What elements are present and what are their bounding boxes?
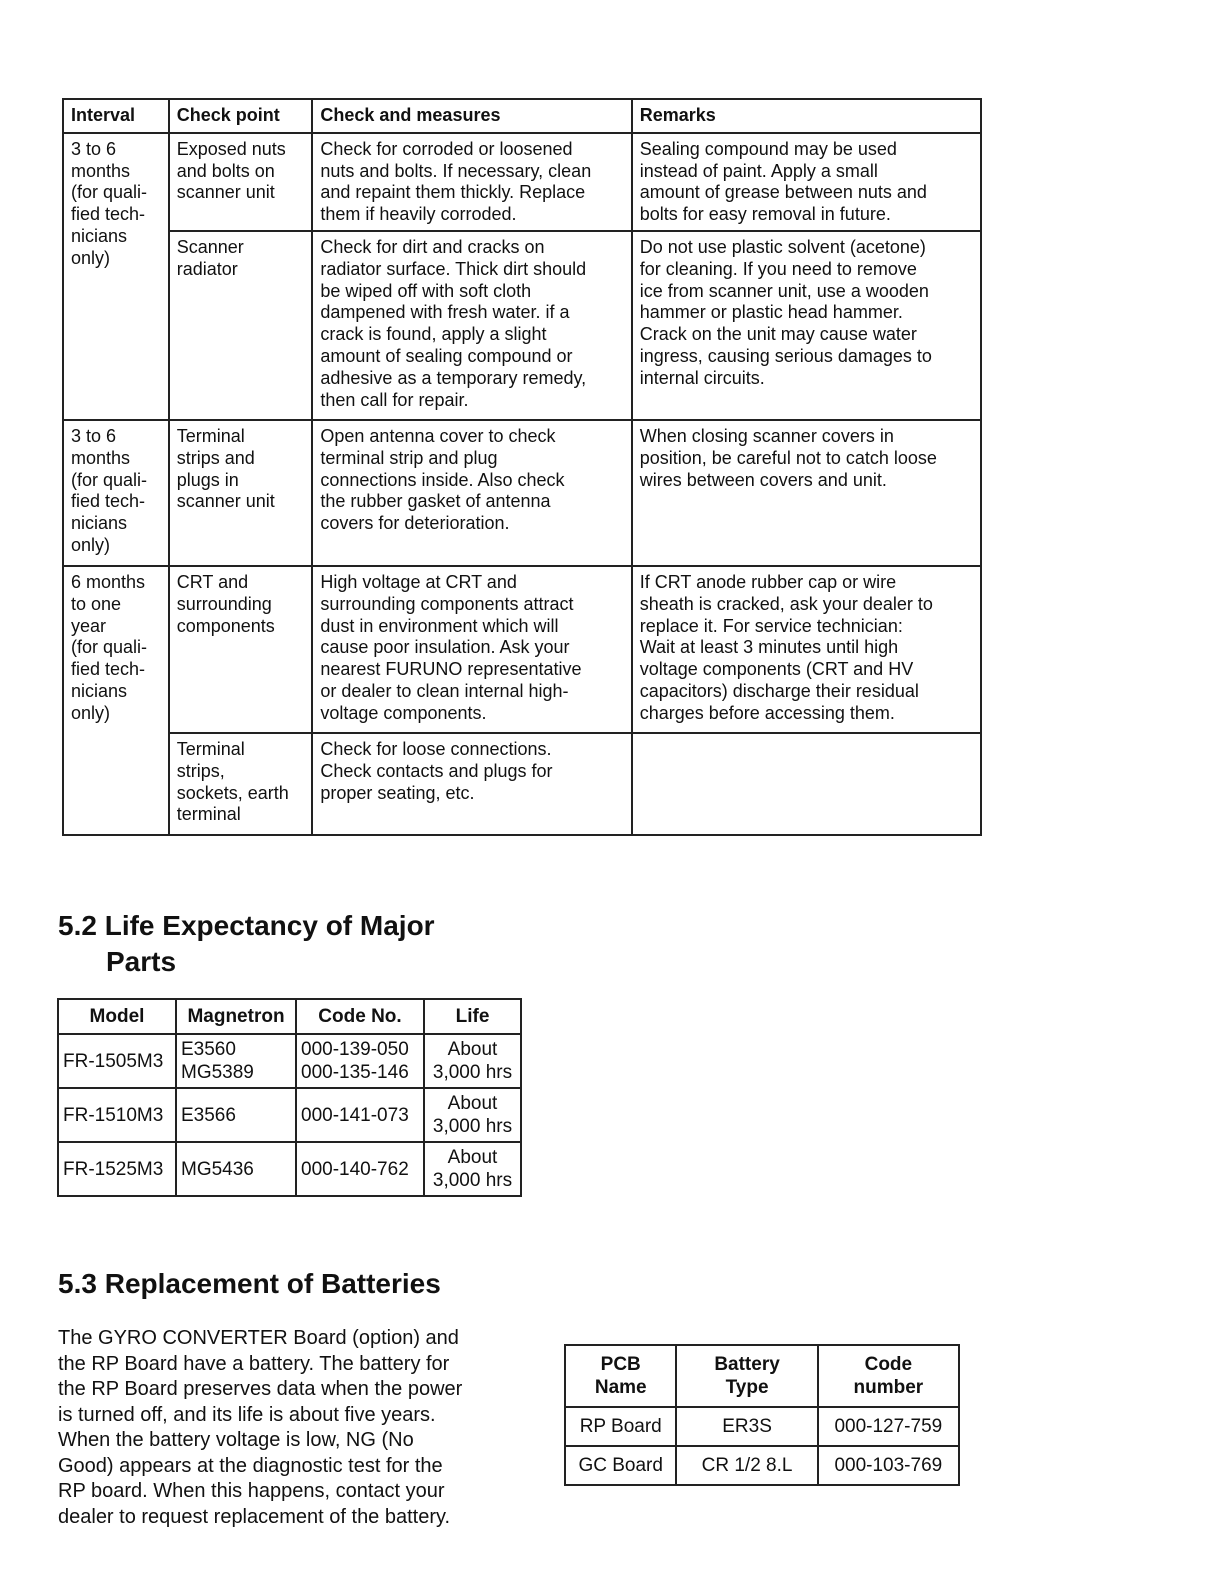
text-line: If CRT anode rubber cap or wire — [639, 571, 897, 592]
life-cell — [424, 1142, 521, 1196]
text-line: dampened with fresh water. if a — [320, 302, 570, 323]
text-line: voltage components. — [320, 702, 487, 723]
text-line: only) — [71, 534, 111, 555]
text-line: 3,000 hrs — [432, 1116, 513, 1137]
section-52-title-line1: Life Expectancy of Major — [104, 910, 435, 941]
measures-cell — [312, 566, 631, 733]
header-battery-type — [676, 1345, 817, 1407]
text-line: or dealer to clean internal high- — [320, 680, 569, 701]
text-line: instead of paint. Apply a small — [639, 160, 878, 181]
text-line: replace it. For service technician: — [639, 615, 903, 636]
text-line: strips, — [176, 760, 225, 781]
text-line: Crack on the unit may cause water — [639, 324, 917, 345]
model-cell: FR-1510M3 — [58, 1088, 176, 1142]
text-line: The GYRO CONVERTER Board (option) and — [58, 1327, 459, 1349]
header-interval: Interval — [63, 99, 169, 133]
pcb-name-cell: RP Board — [565, 1407, 676, 1446]
text-line: Check for loose connections. — [320, 738, 552, 759]
code-number-cell: 000-103-769 — [818, 1446, 959, 1485]
check-point-cell — [169, 420, 313, 566]
model-cell: FR-1505M3 — [58, 1034, 176, 1088]
code-cell — [296, 1088, 424, 1142]
text-line: 000-135-146 — [301, 1062, 409, 1083]
text-line: wires between covers and unit. — [639, 469, 887, 490]
text-line: About — [447, 1147, 498, 1168]
text-line: terminal — [176, 804, 241, 825]
check-point-cell — [169, 231, 313, 420]
text-line: About — [447, 1093, 498, 1114]
text-line: ingress, causing serious damages to — [639, 345, 932, 366]
table-row — [58, 1142, 521, 1196]
header-check-measures: Check and measures — [312, 99, 631, 133]
text-line: and bolts on — [176, 160, 275, 181]
text-line: only) — [71, 702, 111, 723]
text-line: radiator surface. Thick dirt should — [320, 258, 587, 279]
text-line: 000-139-050 — [301, 1039, 409, 1060]
text-line: adhesive as a temporary remedy, — [320, 367, 587, 388]
section-52-number: 5.2 — [58, 910, 97, 941]
text-line: components — [176, 615, 275, 636]
text-line: Check for corroded or loosened — [320, 138, 573, 159]
text-line: bolts for easy removal in future. — [639, 204, 891, 225]
measures-cell — [312, 231, 631, 420]
table-row — [63, 566, 981, 733]
header-code-number — [818, 1345, 959, 1407]
text-line: fied tech- — [71, 659, 146, 680]
section-53-heading — [58, 1266, 441, 1302]
text-line: Battery — [714, 1354, 780, 1375]
remarks-cell — [632, 133, 981, 231]
text-line: Sealing compound may be used — [639, 138, 897, 159]
magnetron-cell — [176, 1034, 296, 1088]
text-line: Check contacts and plugs for — [320, 760, 553, 781]
text-line: When the battery voltage is low, NG (No — [58, 1429, 414, 1451]
text-line: fied tech- — [71, 204, 146, 225]
text-line: terminal strip and plug — [320, 447, 498, 468]
text-line: E3566 — [181, 1104, 236, 1126]
text-line: Type — [725, 1377, 769, 1398]
battery-table — [564, 1344, 960, 1486]
battery-type-cell: CR 1/2 8.L — [676, 1446, 817, 1485]
check-point-cell — [169, 733, 313, 835]
header-model: Model — [58, 999, 176, 1034]
text-line: Wait at least 3 minutes until high — [639, 637, 899, 658]
section-53-title: Replacement of Batteries — [104, 1268, 441, 1299]
text-line: surrounding — [176, 593, 272, 614]
life-expectancy-table — [57, 998, 522, 1197]
table-row — [63, 733, 981, 835]
battery-type-cell: ER3S — [676, 1407, 817, 1446]
maintenance-table — [62, 98, 982, 836]
check-point-cell — [169, 133, 313, 231]
text-line: 3 to 6 — [71, 138, 117, 159]
measures-cell — [312, 133, 631, 231]
text-line: When closing scanner covers in — [639, 425, 894, 446]
text-line: nicians — [71, 513, 128, 534]
text-line: strips and — [176, 447, 255, 468]
interval-cell — [63, 566, 169, 835]
text-line: ice from scanner unit, use a wooden — [639, 280, 929, 301]
header-pcb-name — [565, 1345, 676, 1407]
text-line: is turned off, and its life is about five years. — [58, 1403, 436, 1426]
text-line: nicians — [71, 680, 128, 701]
text-line: proper seating, etc. — [320, 782, 475, 803]
section-53-body — [58, 1326, 498, 1530]
text-line: Check for dirt and cracks on — [320, 236, 545, 257]
text-line: then call for repair. — [320, 389, 469, 410]
text-line: hammer or plastic head hammer. — [639, 302, 903, 323]
text-line: year — [71, 615, 107, 636]
text-line: connections inside. Also check — [320, 469, 565, 490]
text-line: MG5389 — [181, 1062, 254, 1083]
header-magnetron: Magnetron — [176, 999, 296, 1034]
text-line: Exposed nuts — [176, 138, 286, 159]
text-line: radiator — [176, 258, 238, 279]
text-line: amount of sealing compound or — [320, 345, 573, 366]
table-row — [565, 1446, 959, 1485]
text-line: fied tech- — [71, 491, 146, 512]
remarks-cell — [632, 420, 981, 566]
text-line: and repaint them thickly. Replace — [320, 182, 586, 203]
section-52-heading — [58, 908, 435, 980]
text-line: internal circuits. — [639, 367, 765, 388]
text-line: number — [853, 1377, 924, 1398]
text-line: 6 months — [71, 571, 146, 592]
text-line: 3,000 hrs — [432, 1062, 513, 1083]
text-line: Scanner — [176, 236, 244, 257]
text-line: Code — [864, 1354, 913, 1375]
text-line: Good) appears at the diagnostic test for the — [58, 1454, 443, 1477]
header-code-no: Code No. — [296, 999, 424, 1034]
text-line: (for quali- — [71, 469, 148, 490]
interval-cell — [63, 420, 169, 566]
text-line: nuts and bolts. If necessary, clean — [320, 160, 592, 181]
table-row — [63, 133, 981, 231]
text-line: capacitors) discharge their residual — [639, 680, 919, 701]
text-line: be wiped off with soft cloth — [320, 280, 532, 301]
interval-cell — [63, 133, 169, 420]
text-line: nicians — [71, 225, 128, 246]
text-line: months — [71, 160, 131, 181]
text-line: the rubber gasket of antenna — [320, 491, 551, 512]
remarks-cell — [632, 566, 981, 733]
text-line: the RP Board preserves data when the power — [58, 1378, 463, 1400]
table-row — [565, 1407, 959, 1446]
text-line: sheath is cracked, ask your dealer to — [639, 593, 933, 614]
text-line: cause poor insulation. Ask your — [320, 637, 570, 658]
life-cell — [424, 1088, 521, 1142]
header-remarks: Remarks — [632, 99, 981, 133]
section-53-number: 5.3 — [58, 1268, 97, 1299]
text-line: sockets, earth — [176, 782, 289, 803]
magnetron-cell — [176, 1142, 296, 1196]
check-point-cell — [169, 566, 313, 733]
text-line: dealer to request replacement of the battery. — [58, 1505, 451, 1528]
text-line: charges before accessing them. — [639, 702, 895, 723]
text-line: the RP Board have a battery. The battery for — [58, 1352, 450, 1375]
text-line: Terminal — [176, 738, 245, 759]
measures-cell — [312, 420, 631, 566]
text-line: scanner unit — [176, 182, 275, 203]
text-line: Open antenna cover to check — [320, 425, 556, 446]
text-line: High voltage at CRT and — [320, 571, 517, 592]
text-line: dust in environment which will — [320, 615, 559, 636]
text-line: to one — [71, 593, 122, 614]
header-check-point: Check point — [169, 99, 313, 133]
magnetron-cell — [176, 1088, 296, 1142]
table-row — [63, 231, 981, 420]
text-line: months — [71, 447, 131, 468]
text-line: About — [447, 1039, 498, 1060]
table-row — [58, 1088, 521, 1142]
text-line: amount of grease between nuts and — [639, 182, 927, 203]
text-line: RP board. When this happens, contact your — [58, 1480, 445, 1502]
table-row — [63, 420, 981, 566]
pcb-name-cell: GC Board — [565, 1446, 676, 1485]
text-line: 000-141-073 — [301, 1104, 409, 1126]
remarks-cell — [632, 231, 981, 420]
text-line: crack is found, apply a slight — [320, 324, 547, 345]
text-line: voltage components (CRT and HV — [639, 659, 914, 680]
text-line: nearest FURUNO representative — [320, 659, 582, 680]
code-cell — [296, 1142, 424, 1196]
text-line: 3,000 hrs — [432, 1170, 513, 1191]
text-line: plugs in — [176, 469, 239, 490]
section-52-title-line2: Parts — [106, 946, 177, 977]
life-header-row — [58, 999, 521, 1034]
life-cell — [424, 1034, 521, 1088]
text-line: (for quali- — [71, 182, 148, 203]
remarks-cell — [632, 733, 981, 835]
text-line: for cleaning. If you need to remove — [639, 258, 917, 279]
text-line: Do not use plastic solvent (acetone) — [639, 236, 926, 257]
text-line: Name — [594, 1377, 647, 1398]
text-line: covers for deterioration. — [320, 513, 510, 534]
code-number-cell: 000-127-759 — [818, 1407, 959, 1446]
text-line: only) — [71, 247, 111, 268]
text-line: Terminal — [176, 425, 245, 446]
header-life: Life — [424, 999, 521, 1034]
maintenance-header-row — [63, 99, 981, 133]
text-line: (for quali- — [71, 637, 148, 658]
text-line: them if heavily corroded. — [320, 204, 517, 225]
text-line: PCB — [600, 1354, 641, 1375]
model-cell: FR-1525M3 — [58, 1142, 176, 1196]
text-line: surrounding components attract — [320, 593, 574, 614]
measures-cell — [312, 733, 631, 835]
text-line: 3 to 6 — [71, 425, 117, 446]
table-row — [58, 1034, 521, 1088]
code-cell — [296, 1034, 424, 1088]
text-line: MG5436 — [181, 1158, 254, 1180]
text-line: position, be careful not to catch loose — [639, 447, 937, 468]
text-line: scanner unit — [176, 491, 275, 512]
text-line: 000-140-762 — [301, 1158, 409, 1180]
text-line: CRT and — [176, 571, 249, 592]
text-line: E3560 — [181, 1039, 236, 1060]
battery-header-row — [565, 1345, 959, 1407]
